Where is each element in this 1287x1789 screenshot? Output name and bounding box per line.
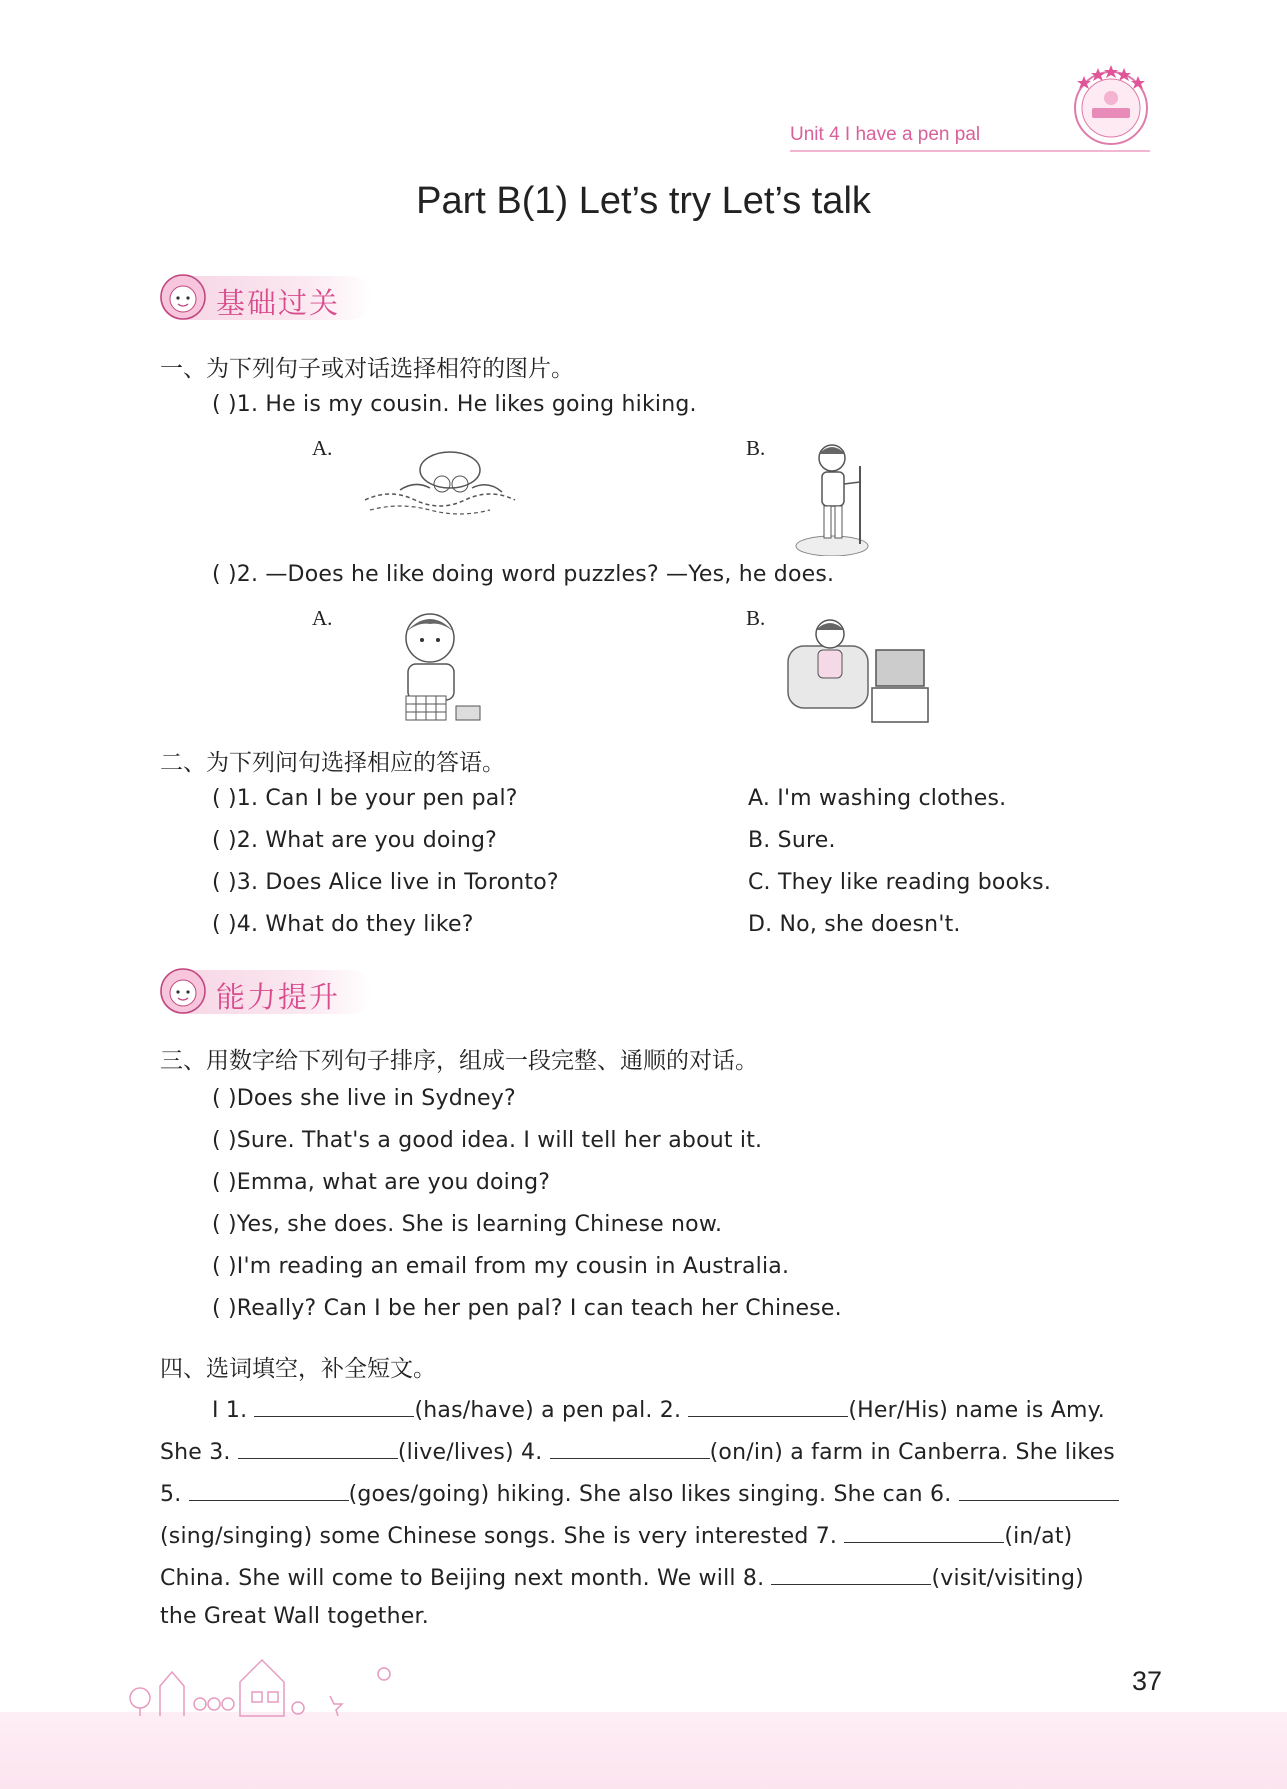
q1-item-1	[212, 392, 697, 417]
q4-line-5	[160, 1562, 1158, 1591]
blank-3[interactable]	[238, 1436, 398, 1459]
q3-item[interactable]: ( )I'm reading an email from my cousin in Australia.	[212, 1254, 790, 1279]
q4-line-1	[212, 1394, 1158, 1423]
q1-heading: 一、为下列句子或对话选择相符的图片。	[160, 356, 574, 382]
blank-8[interactable]	[771, 1562, 931, 1585]
answer-paren[interactable]: ( )	[212, 392, 237, 417]
header-underline	[790, 150, 1150, 152]
q2-heading: 二、为下列问句选择相应的答语。	[160, 750, 505, 776]
q2-answer-a: A. I'm washing clothes.	[748, 786, 1007, 811]
banner-label: 基础过关	[216, 286, 341, 320]
q2-question-4[interactable]: ( )4. What do they like?	[212, 912, 474, 937]
page-number: 37	[1132, 1666, 1163, 1696]
hiking-boy-icon	[792, 436, 892, 556]
section-banner-advanced	[160, 970, 380, 1020]
option-a-label: A.	[312, 436, 333, 460]
q1-item-text: 2. —Does he like doing word puzzles? —Yes, he does.	[236, 562, 835, 587]
publisher-seal-icon	[1068, 62, 1154, 148]
q4-line-3	[160, 1478, 1158, 1507]
girl-face-icon	[158, 272, 208, 322]
q4-text: (sing/singing) some Chinese songs. She is very interested 7.	[160, 1524, 838, 1549]
q4-text: (goes/going) hiking. She also likes singing. She can 6.	[348, 1482, 952, 1507]
q4-text: (live/lives) 4.	[397, 1440, 543, 1465]
q4-text: 5.	[160, 1482, 182, 1507]
q2-question-1[interactable]: ( )1. Can I be your pen pal?	[212, 786, 518, 811]
q3-item[interactable]: ( )Emma, what are you doing?	[212, 1170, 551, 1195]
blank-1[interactable]	[254, 1394, 414, 1417]
section-banner-basic	[160, 276, 380, 326]
q4-line-2	[160, 1436, 1158, 1465]
swimming-boy-icon	[360, 440, 520, 526]
q4-line-4	[160, 1520, 1158, 1549]
footer-band	[0, 1712, 1287, 1789]
boy-face-icon	[158, 966, 208, 1016]
q3-item[interactable]: ( )Does she live in Sydney?	[212, 1086, 516, 1111]
page-title: Part B(1) Let’s try Let’s talk	[416, 180, 871, 222]
option-b-label: B.	[746, 606, 766, 630]
boy-doing-puzzle-icon	[378, 608, 490, 726]
option-b-label: B.	[746, 436, 766, 460]
q1-item-2	[212, 562, 834, 587]
q2-question-2[interactable]: ( )2. What are you doing?	[212, 828, 498, 853]
q3-item[interactable]: ( )Sure. That's a good idea. I will tell her about it.	[212, 1128, 763, 1153]
q4-heading: 四、选词填空，补全短文。	[160, 1356, 436, 1382]
town-decoration-icon	[120, 1652, 430, 1718]
q1-item-text: 1. He is my cousin. He likes going hiking.	[236, 392, 697, 417]
q4-line-6: the Great Wall together.	[160, 1604, 429, 1629]
q4-text: (Her/His) name is Amy.	[848, 1398, 1105, 1423]
q3-item[interactable]: ( )Really? Can I be her pen pal? I can teach her Chinese.	[212, 1296, 842, 1321]
banner-label: 能力提升	[216, 980, 341, 1014]
q3-item[interactable]: ( )Yes, she does. She is learning Chinese now.	[212, 1212, 723, 1237]
q4-text: China. She will come to Beijing next month. We will 8.	[160, 1566, 765, 1591]
q4-text: (on/in) a farm in Canberra. She likes	[709, 1440, 1115, 1465]
q2-answer-b: B. Sure.	[748, 828, 836, 853]
blank-5[interactable]	[189, 1478, 349, 1501]
q2-answer-d: D. No, she doesn't.	[748, 912, 961, 937]
blank-2[interactable]	[688, 1394, 848, 1417]
blank-4[interactable]	[550, 1436, 710, 1459]
unit-header: Unit 4 I have a pen pal	[790, 124, 981, 145]
blank-7[interactable]	[844, 1520, 1004, 1543]
q4-text: (in/at)	[1004, 1524, 1073, 1549]
option-a-label: A.	[312, 606, 333, 630]
q4-text: She 3.	[160, 1440, 231, 1465]
answer-paren[interactable]: ( )	[212, 562, 237, 587]
boy-watching-tv-icon	[784, 612, 930, 730]
q4-text: I 1.	[212, 1398, 248, 1423]
q3-heading: 三、用数字给下列句子排序，组成一段完整、通顺的对话。	[160, 1048, 758, 1074]
q4-text: (visit/visiting)	[931, 1566, 1084, 1591]
q2-answer-c: C. They like reading books.	[748, 870, 1052, 895]
q4-text: (has/have) a pen pal. 2.	[414, 1398, 682, 1423]
blank-6[interactable]	[959, 1478, 1119, 1501]
q2-question-3[interactable]: ( )3. Does Alice live in Toronto?	[212, 870, 559, 895]
